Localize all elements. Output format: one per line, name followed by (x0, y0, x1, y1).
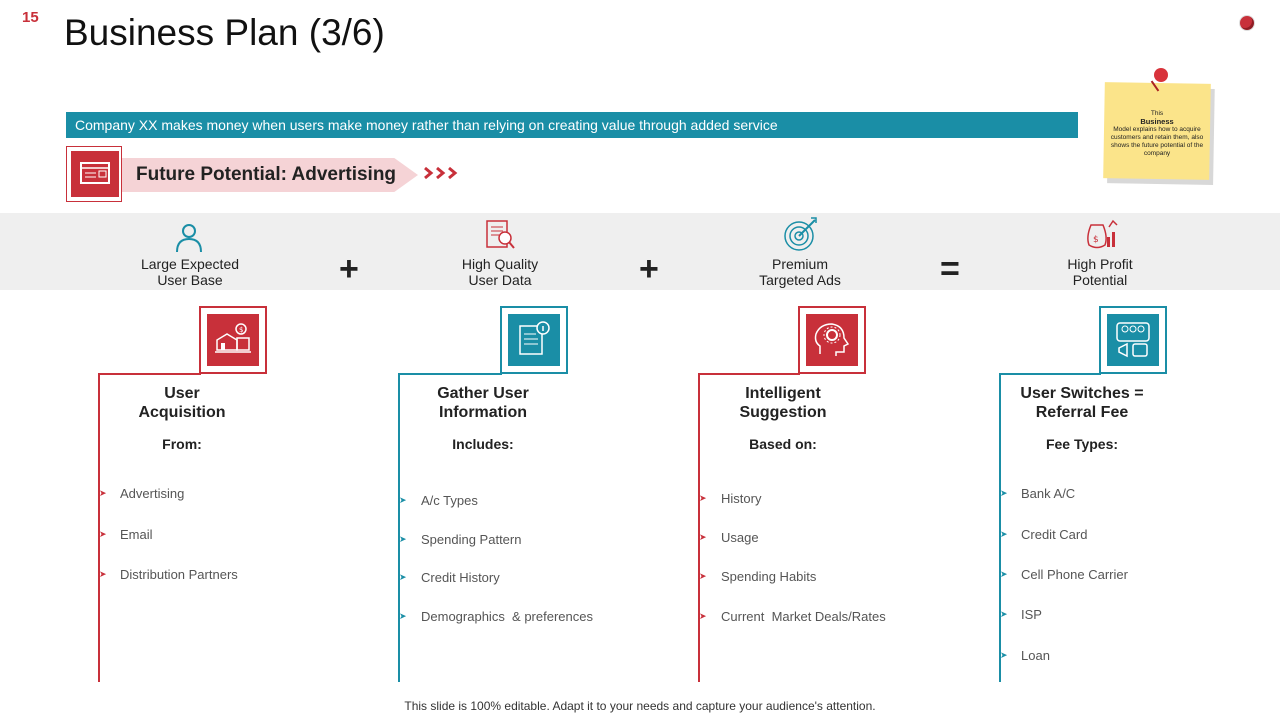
record-dot-icon (1239, 15, 1255, 31)
equation-item-label: Large Expected (140, 256, 240, 272)
sticky-note-line: This (1150, 110, 1164, 117)
column-title-line: Intelligent (745, 385, 821, 402)
money-growth-icon (1083, 217, 1119, 256)
column-line (698, 373, 700, 682)
column-line (98, 373, 100, 682)
column-top-line (999, 373, 1101, 375)
plus-operator: + (339, 250, 359, 288)
arrow-right-icon: ➤ (99, 569, 107, 579)
arrow-right-icon: ➤ (99, 488, 107, 498)
column-line (999, 373, 1001, 682)
list-item: Spending Pattern (421, 532, 522, 547)
equation-item-label: User Base (157, 272, 223, 288)
column-title-line: Acquisition (138, 404, 226, 421)
column-top-line (98, 373, 201, 375)
column-title (713, 384, 853, 422)
arrow-right-icon: ➤ (399, 495, 407, 505)
column-top-line (698, 373, 800, 375)
list-item: Demographics & preferences (421, 609, 593, 624)
equation-item-label: Potential (1072, 272, 1128, 288)
arrow-right-icon: ➤ (1000, 609, 1008, 619)
list-item: Spending Habits (721, 569, 817, 584)
column-title-line: Suggestion (739, 404, 827, 421)
equation-item (430, 256, 570, 288)
arrow-right-icon: ➤ (1000, 650, 1008, 660)
list-item: A/c Types (421, 493, 478, 508)
arrow-right-icon: ➤ (699, 532, 707, 542)
arrow-right-icon: ➤ (399, 534, 407, 544)
svg-text:$: $ (239, 326, 244, 334)
list-item: Credit History (421, 570, 500, 585)
data-report-icon (483, 218, 517, 257)
list-item: History (721, 491, 762, 506)
list-item: Usage (721, 530, 759, 545)
list-item: Bank A/C (1021, 486, 1076, 501)
arrow-right-icon: ➤ (1000, 569, 1008, 579)
column-title (1007, 384, 1157, 422)
arrow-right-icon: ➤ (399, 611, 407, 621)
building-dollar-icon (207, 314, 259, 366)
footer-note: This slide is 100% editable. Adapt it to your needs and capture your audience's attention. (404, 699, 876, 713)
list-item: Email (120, 527, 153, 542)
arrow-right-icon: ➤ (1000, 488, 1008, 498)
description-banner: Company XX makes money when users make money rather than relying on creating value through added service (66, 112, 1078, 138)
column-title-line: User (164, 385, 200, 402)
column-top-line (398, 373, 502, 375)
equals-operator: = (940, 250, 960, 288)
column-subtitle: Includes: (452, 436, 514, 452)
pushpin-icon (1154, 68, 1168, 82)
target-icon (783, 216, 819, 257)
column-title-line: Gather User (437, 385, 529, 402)
chevron-right-icon (423, 166, 463, 184)
column-title-line: Referral Fee (1035, 404, 1129, 421)
list-item: Cell Phone Carrier (1021, 567, 1128, 582)
column-subtitle: Fee Types: (1045, 436, 1119, 452)
equation-item-label: High Profit (1067, 256, 1133, 272)
column-title (112, 384, 252, 422)
arrow-right-icon: ➤ (699, 493, 707, 503)
column-subtitle: From: (162, 436, 202, 452)
column-title (413, 384, 553, 422)
group-megaphone-icon (1107, 314, 1159, 366)
plus-operator: + (639, 250, 659, 288)
sticky-note-line: Business (1140, 117, 1174, 126)
equation-item-label: Targeted Ads (759, 272, 841, 288)
list-item: Advertising (120, 486, 185, 501)
column-line (398, 373, 400, 682)
future-potential-label: Future Potential: Advertising (136, 164, 397, 185)
list-item: Distribution Partners (120, 567, 238, 582)
user-icon (174, 222, 204, 259)
brain-gear-icon (806, 314, 858, 366)
document-info-icon (508, 314, 560, 366)
list-item: Current Market Deals/Rates (721, 609, 886, 624)
slide-number: 15 (22, 9, 39, 26)
equation-item (1030, 256, 1170, 288)
sticky-note-text (1106, 110, 1208, 158)
svg-text:$: $ (1093, 235, 1099, 245)
arrow-right-icon: ➤ (399, 572, 407, 582)
page-title: Business Plan (3/6) (64, 12, 385, 53)
equation-item-label: Premium (771, 256, 828, 272)
equation-item-label: High Quality (461, 256, 539, 272)
arrow-right-icon: ➤ (99, 529, 107, 539)
column-title-line: User Switches = (1020, 385, 1144, 402)
list-item: Loan (1021, 648, 1050, 663)
arrow-right-icon: ➤ (699, 611, 707, 621)
sticky-note-line: Model explains how to acquire customers and retain them, also shows the future potential of the company (1110, 126, 1204, 157)
equation-item (730, 256, 870, 288)
column-subtitle: Based on: (749, 436, 817, 452)
list-item: ISP (1021, 607, 1042, 622)
list-item: Credit Card (1021, 527, 1088, 542)
arrow-right-icon: ➤ (1000, 529, 1008, 539)
column-title-line: Information (439, 404, 527, 421)
equation-item (120, 256, 260, 288)
arrow-right-icon: ➤ (699, 571, 707, 581)
equation-item-label: User Data (468, 272, 532, 288)
ad-screen-icon (71, 151, 119, 197)
